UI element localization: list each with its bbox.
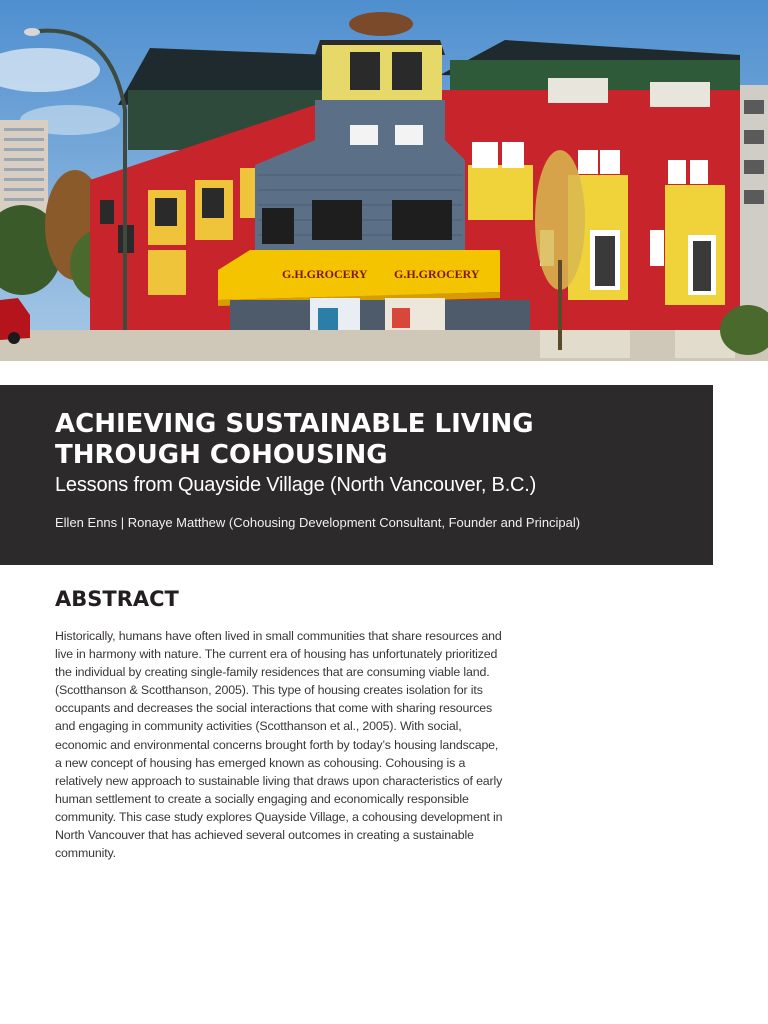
title-line-2: THROUGH COHOUSING <box>55 440 388 470</box>
document-subtitle: Lessons from Quayside Village (North Vancouver, B.C.) <box>55 474 537 496</box>
awning-sign-left: G.H.GROCERY <box>282 267 368 281</box>
title-line-1: ACHIEVING SUSTAINABLE LIVING <box>55 409 534 439</box>
abstract-heading: ABSTRACT <box>55 587 179 611</box>
document-title <box>55 409 713 471</box>
awning-sign-right: G.H.GROCERY <box>394 267 480 281</box>
grocery-awning <box>218 250 500 306</box>
authors-line: Ellen Enns | Ronaye Matthew (Cohousing Development Consultant, Founder and Principal) <box>55 515 581 530</box>
title-banner <box>0 385 713 565</box>
hero-photo <box>0 0 768 361</box>
sidewalk <box>0 330 768 361</box>
abstract-section <box>55 585 505 862</box>
abstract-body: Historically, humans have often lived in small communities that share resources and live in harmony with nature. The current era of housing has unfortunately prioritized the individual by creating single-family residences that are consuming viable land. (Scotthanson & Scotthanson, 2005). This type of housing creates isolation for its occupants and decreases the social interactions that come with sharing resources and engaging in community activities (Scotthanson et al., 2005). With social, economic and environmental concerns brought forth by today’s housing landscape, a new concept of housing has emerged known as cohousing. Cohousing is a relatively new approach to sustainable living that draws upon characteristics of early human settlement to create a socially engaging and economically responsible community. This case study explores Quayside Village, a cohousing development in North Vancouver that has achieved several outcomes in creating a sustainable community. <box>55 629 503 861</box>
building-right <box>740 85 768 335</box>
